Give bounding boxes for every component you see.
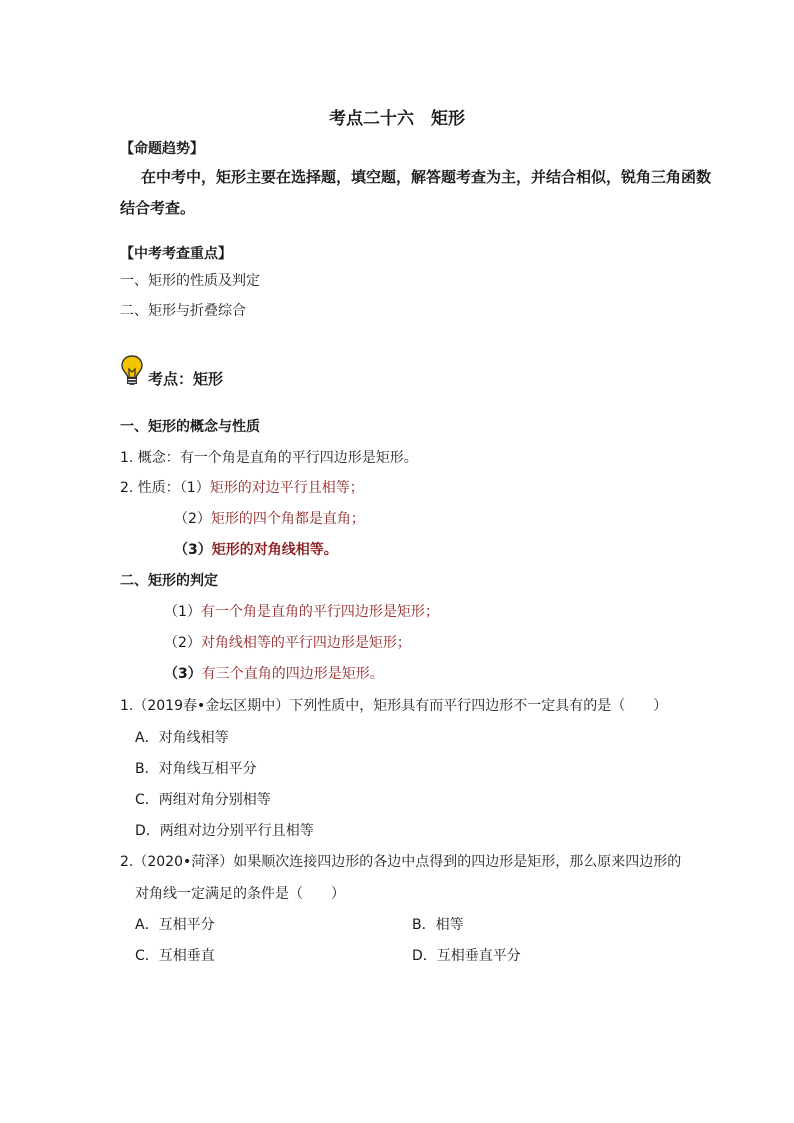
property-prefix: 2. 性质： <box>120 480 180 496</box>
property-num-3: （3） <box>174 542 212 558</box>
property-text-2: 矩形的四个角都是直角； <box>210 511 365 527</box>
trend-line-2: 结合考查。 <box>120 199 196 217</box>
property-line-2 <box>174 508 365 528</box>
concept-line <box>120 447 418 467</box>
section-2-heading: 二、矩形的判定 <box>120 573 218 589</box>
concept-text: 有一个角是直角的平行四边形是矩形。 <box>179 450 418 466</box>
property-num-1: （1） <box>179 480 210 496</box>
q1-stem: 1.（2019春•金坛区期中）下列性质中，矩形具有而平行四边形不一定具有的是（ ） <box>120 698 668 714</box>
judge-line-2 <box>164 632 411 652</box>
page-title: 考点二十六 矩形 <box>329 109 465 129</box>
q2-option-a: A．互相平分 <box>135 917 215 933</box>
judge-line-1 <box>164 601 439 621</box>
kaodian-label: 考点：矩形 <box>148 370 224 388</box>
judge-text-2: 对角线相等的平行四边形是矩形； <box>200 635 411 651</box>
property-text-3: 矩形的对角线相等。 <box>211 542 338 558</box>
q2-option-b: B．相等 <box>412 917 464 933</box>
q1-option-c: C．两组对角分别相等 <box>135 792 271 808</box>
judge-text-3: 有三个直角的四边形是矩形。 <box>201 666 384 682</box>
property-line-1 <box>120 477 364 497</box>
judge-num-2: （2） <box>164 635 201 651</box>
judge-line-3 <box>164 663 384 683</box>
trend-heading: 【命题趋势】 <box>120 141 204 157</box>
q1-option-d: D．两组对边分别平行且相等 <box>135 823 314 839</box>
q1-option-a: A．对角线相等 <box>135 730 229 746</box>
focus-heading: 【中考考查重点】 <box>120 246 232 262</box>
focus-item-2: 二、矩形与折叠综合 <box>120 303 246 319</box>
q2-option-c: C．互相垂直 <box>135 948 215 964</box>
judge-text-1: 有一个角是直角的平行四边形是矩形； <box>200 604 439 620</box>
q2-stem-line-2: 对角线一定满足的条件是（ ） <box>135 886 345 902</box>
property-num-2: （2） <box>174 511 211 527</box>
q2-stem-line-1: 2.（2020•菏泽）如果顺次连接四边形的各边中点得到的四边形是矩形，那么原来四边形的 <box>120 854 682 870</box>
trend-line-1: 在中考中，矩形主要在选择题，填空题，解答题考查为主，并结合相似，锐角三角函数 <box>141 168 712 186</box>
q2-option-d: D．互相垂直平分 <box>412 948 521 964</box>
section-1-heading: 一、矩形的概念与性质 <box>120 419 260 435</box>
q1-option-b: B．对角线互相平分 <box>135 761 257 777</box>
focus-item-1: 一、矩形的性质及判定 <box>120 273 260 289</box>
judge-num-3: （3） <box>164 666 202 682</box>
concept-prefix: 1. 概念： <box>120 450 180 466</box>
judge-num-1: （1） <box>164 604 201 620</box>
property-text-1: 矩形的对边平行且相等； <box>209 480 364 496</box>
property-line-3 <box>174 539 338 559</box>
lightbulb-icon <box>119 354 145 386</box>
